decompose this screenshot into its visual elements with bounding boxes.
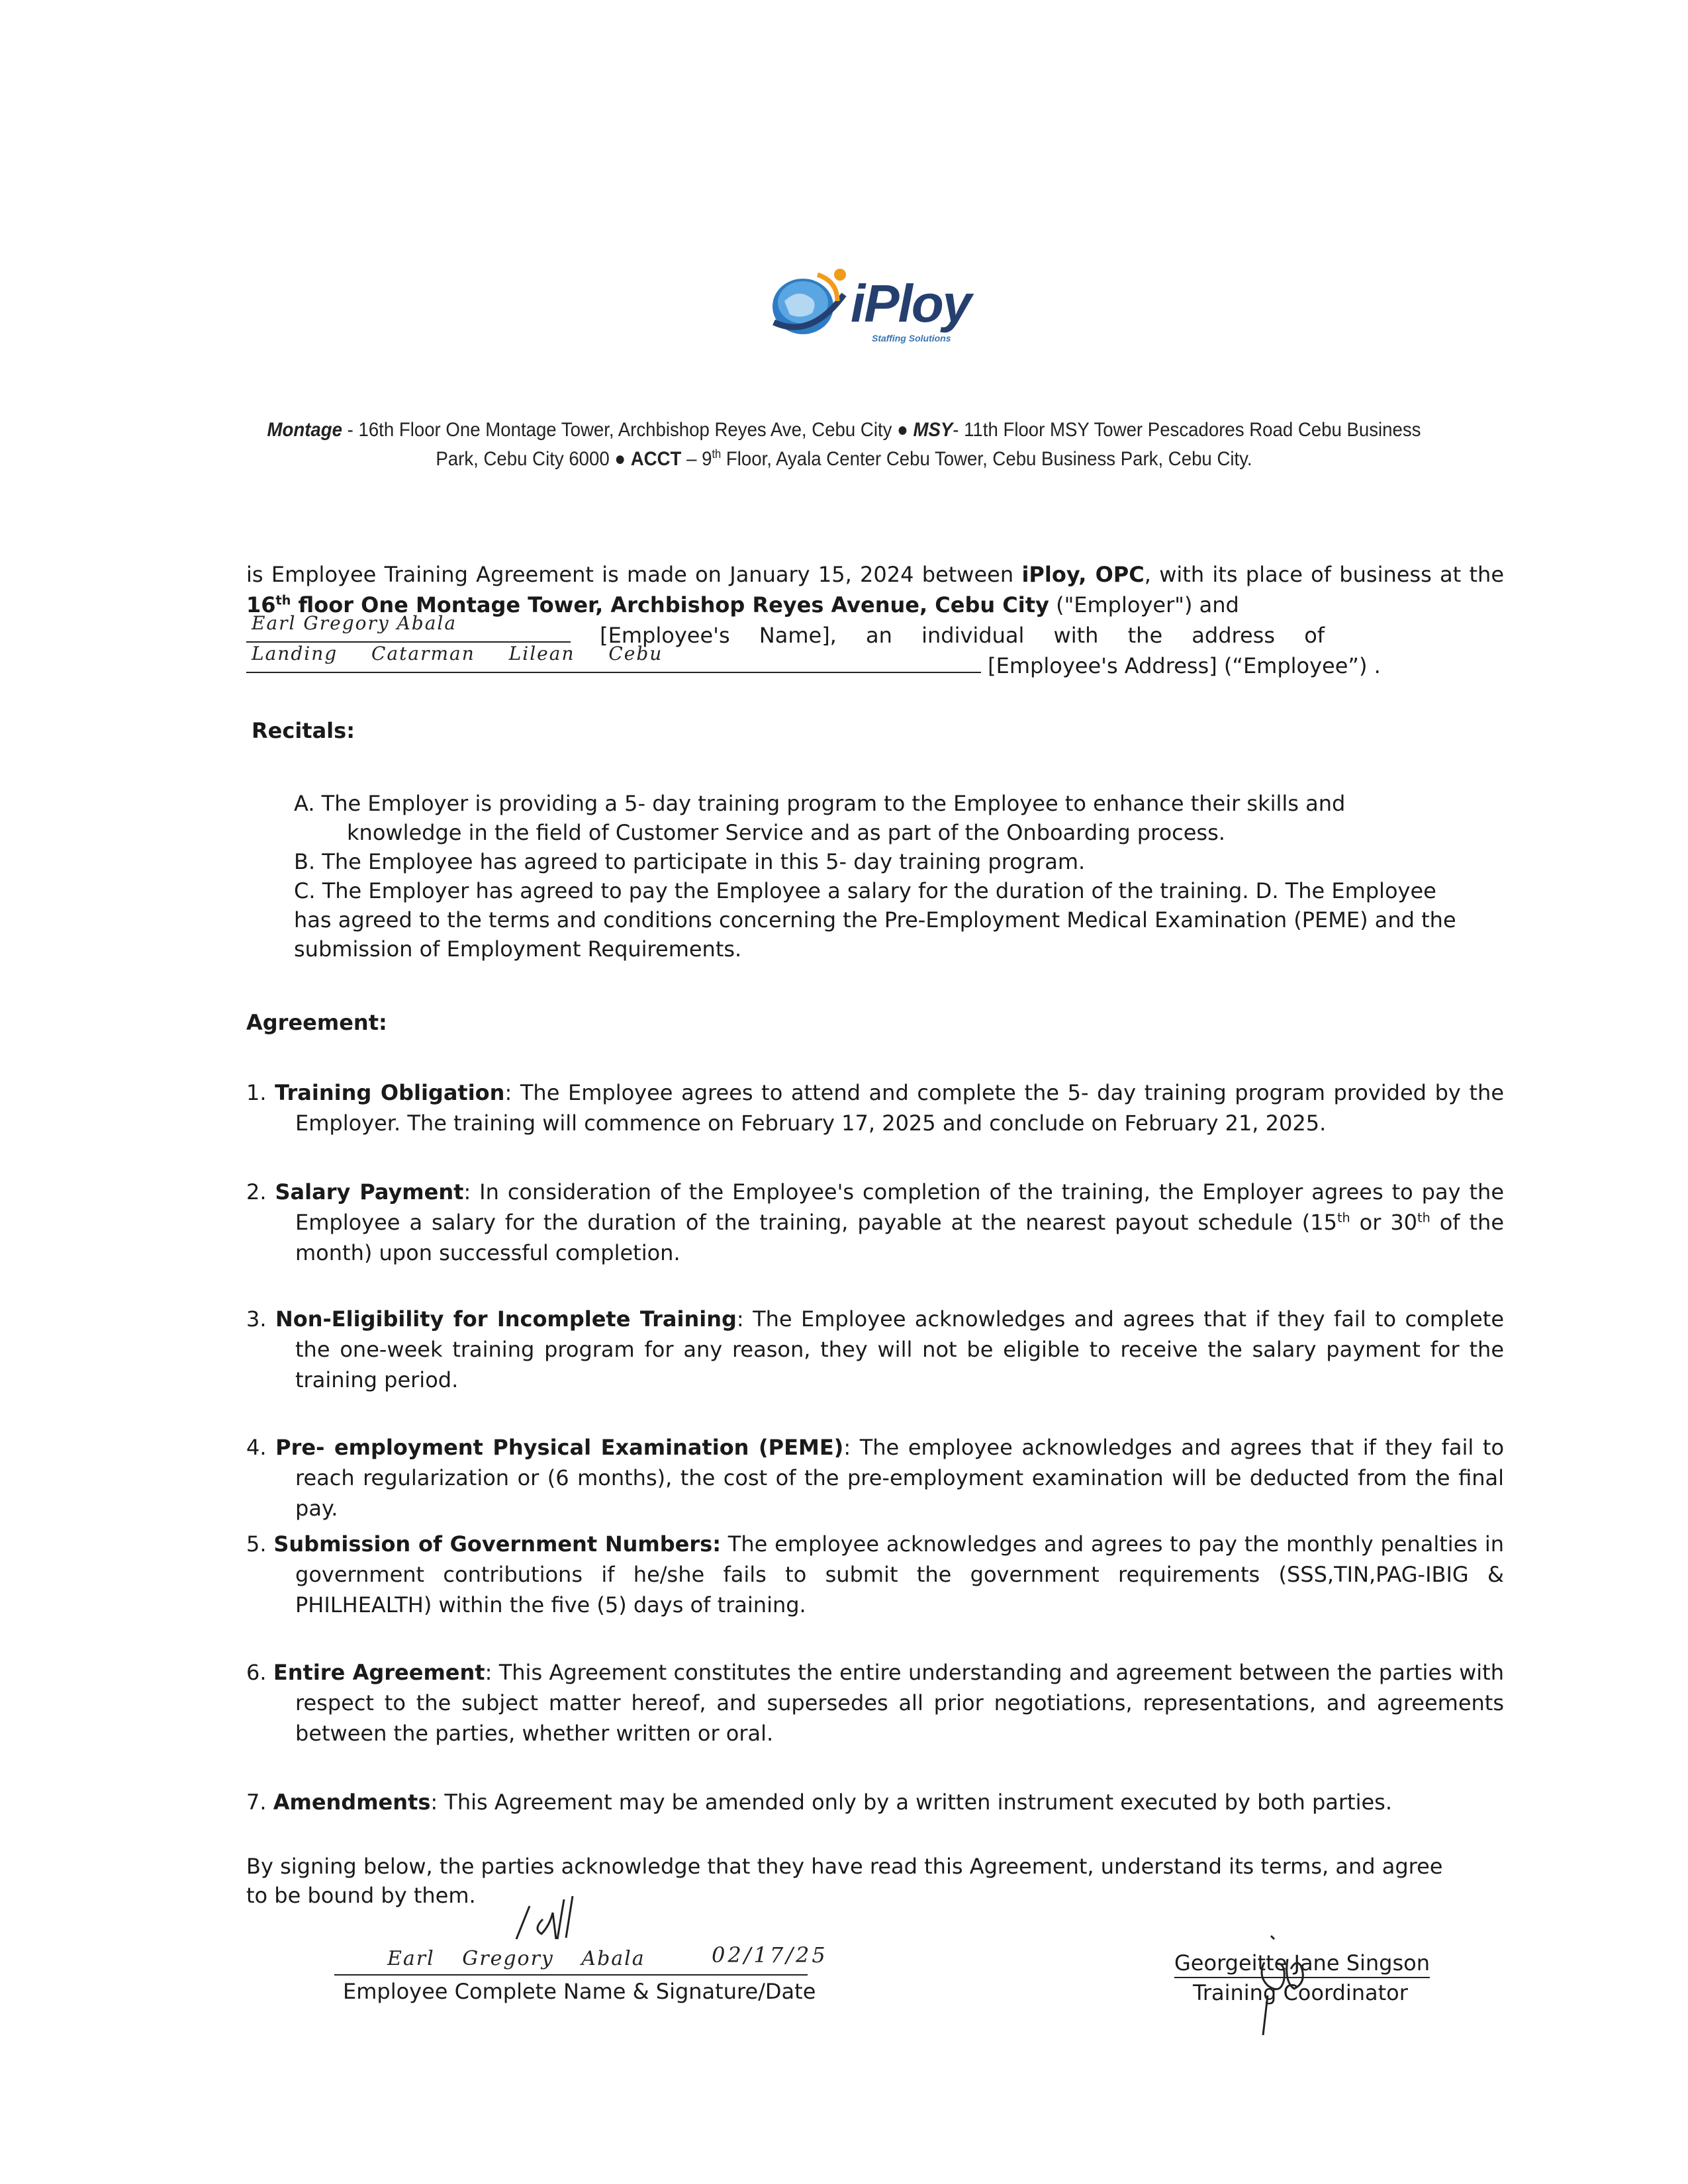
recital-a: A. The Employer is providing a 5- day training program to the Employee to enhance their skills and <box>294 791 1346 816</box>
item-sup: th <box>1417 1210 1430 1226</box>
globe-logo-icon <box>771 261 857 347</box>
intro-text-3: ("Employer") and <box>1049 592 1239 617</box>
recitals-list <box>294 789 1472 964</box>
agreement-item-4 <box>246 1432 1504 1524</box>
employee-name-signed: Earl Gregory Abala <box>387 1947 645 1970</box>
intro-text-4: [Employee's Name], an individual with the address of <box>571 623 1325 648</box>
item-text: : This Agreement may be amended only by a written instrument executed by both parties. <box>430 1790 1392 1815</box>
recitals-heading: Recitals: <box>252 718 355 743</box>
item-title: Amendments <box>273 1790 431 1815</box>
employee-signature-caption: Employee Complete Name & Signature/Date <box>343 1979 816 2004</box>
agreement-item-7 <box>246 1787 1504 1817</box>
company-logo <box>771 261 996 354</box>
agreement-item-1 <box>246 1077 1504 1138</box>
item-title: Salary Payment <box>275 1179 464 1205</box>
agreement-item-3 <box>246 1304 1504 1395</box>
office-addresses <box>262 416 1425 474</box>
floor-sup: th <box>275 592 291 608</box>
acct-label: ACCT <box>630 448 682 470</box>
intro-text-2: , with its place of business at the <box>1144 562 1505 587</box>
item-title: Training Obligation <box>275 1080 505 1105</box>
item-number: 1. <box>246 1080 275 1105</box>
item-number: 6. <box>246 1660 273 1685</box>
item-number: 7. <box>246 1790 273 1815</box>
closing-statement: By signing below, the parties acknowledge that they have read this Agreement, understand its terms, and agree to be bound by them. <box>246 1854 1443 1908</box>
recital-c: C. The Employer has agreed to pay the Employee a salary for the duration of the training. D. The Employee has agreed to the terms and conditions concerning the Pre-Employment Medical Examination (PEME) and the submission of Employment Requirements. <box>294 878 1456 962</box>
logo-wordmark: iPloy <box>851 274 971 333</box>
item-text-end: of the month) upon successful completion. <box>295 1210 1505 1265</box>
agreement-item-5 <box>246 1529 1504 1620</box>
employee-address-field[interactable] <box>246 643 981 673</box>
intro-text-5: [Employee's Address] (“Employee”) . <box>981 653 1381 678</box>
employer-name: iPloy, OPC <box>1021 562 1145 587</box>
employee-sign-date: 02/17/25 <box>712 1942 828 1968</box>
agreement-heading: Agreement: <box>246 1010 387 1035</box>
item-text: : This Agreement constitutes the entire understanding and agreement between the parties with respect to the subject matter hereof, and supersedes all prior negotiations, representations, and agreements between the parties, whether written or oral. <box>295 1660 1505 1746</box>
coordinator-signature-mark <box>1244 1923 1317 2042</box>
intro-paragraph <box>246 559 1504 681</box>
coordinator-name: Georgeitte Jane Singson <box>1174 1950 1430 1978</box>
item-text: The employee acknowledges and agrees to pay the monthly penalties in government contributions if he/she fails to submit the government requirements (SSS,TIN,PAG-IBIG & PHILHEALTH) within the five (5) days of training. <box>295 1531 1505 1617</box>
item-text: : In consideration of the Employee's completion of the training, the Employer agrees to pay the Employee a salary for the duration of the training, payable at the nearest payout schedule (15 <box>295 1179 1505 1235</box>
item-text: : The Employee agrees to attend and complete the 5- day training program provided by the Employer. The training will commence on February 17, 2025 and conclude on February 21, 2025. <box>295 1080 1505 1136</box>
employer-address: floor One Montage Tower, Archbishop Reyes Avenue, Cebu City <box>291 592 1049 617</box>
agreement-item-2 <box>246 1177 1504 1268</box>
item-number: 2. <box>246 1179 275 1205</box>
employee-signature-line[interactable] <box>334 1936 828 1976</box>
montage-address: - 16th Floor One Montage Tower, Archbishop Reyes Ave, Cebu City ● <box>342 419 914 441</box>
montage-label: Montage <box>267 419 342 441</box>
acct-address-b: Floor, Ayala Center Cebu Tower, Cebu Business Park, Cebu City. <box>721 448 1252 470</box>
intro-text-1: is Employee Training Agreement is made on January 15, 2024 between <box>246 562 1022 587</box>
item-text: : The employee acknowledges and agrees that if they fail to reach regularization or (6 months), the cost of the pre-employment examination will be deducted from the final pay. <box>295 1435 1505 1521</box>
item-number: 3. <box>246 1306 275 1332</box>
employee-name-handwritten: Earl Gregory Abala <box>252 612 457 634</box>
acct-sup: th <box>712 447 722 461</box>
recital-a-continued: knowledge in the field of Customer Service and as part of the Onboarding process. <box>347 820 1225 845</box>
agreement-item-6 <box>246 1657 1504 1749</box>
item-number: 4. <box>246 1435 276 1460</box>
item-title: Submission of Government Numbers: <box>273 1531 722 1557</box>
item-title: Pre- employment Physical Examination (PEME) <box>275 1435 844 1460</box>
item-number: 5. <box>246 1531 274 1557</box>
employee-address-handwritten: Landing Catarman Lilean Cebu <box>252 643 663 664</box>
coordinator-title: Training Coordinator <box>1193 1980 1408 2005</box>
item-title: Entire Agreement <box>273 1660 485 1685</box>
item-sup: th <box>1336 1210 1350 1226</box>
item-title: Non-Eligibility for Incomplete Training <box>275 1306 737 1332</box>
logo-tagline: Staffing Solutions <box>872 333 951 343</box>
item-text-mid: or 30 <box>1350 1210 1418 1235</box>
recital-b: B. The Employee has agreed to participate in this 5- day training program. <box>294 849 1086 874</box>
msy-address: - 11th Floor MSY Tower Pescadores Road Cebu Business Park, Cebu City 6000 ● <box>436 419 1421 470</box>
msy-label: MSY <box>913 419 953 441</box>
floor-number: 16 <box>246 592 276 617</box>
acct-address-a: – 9 <box>681 448 712 470</box>
item-text: : The Employee acknowledges and agrees that if they fail to complete the one-week training program for any reason, they will not be eligible to receive the salary payment for the training period. <box>295 1306 1505 1392</box>
